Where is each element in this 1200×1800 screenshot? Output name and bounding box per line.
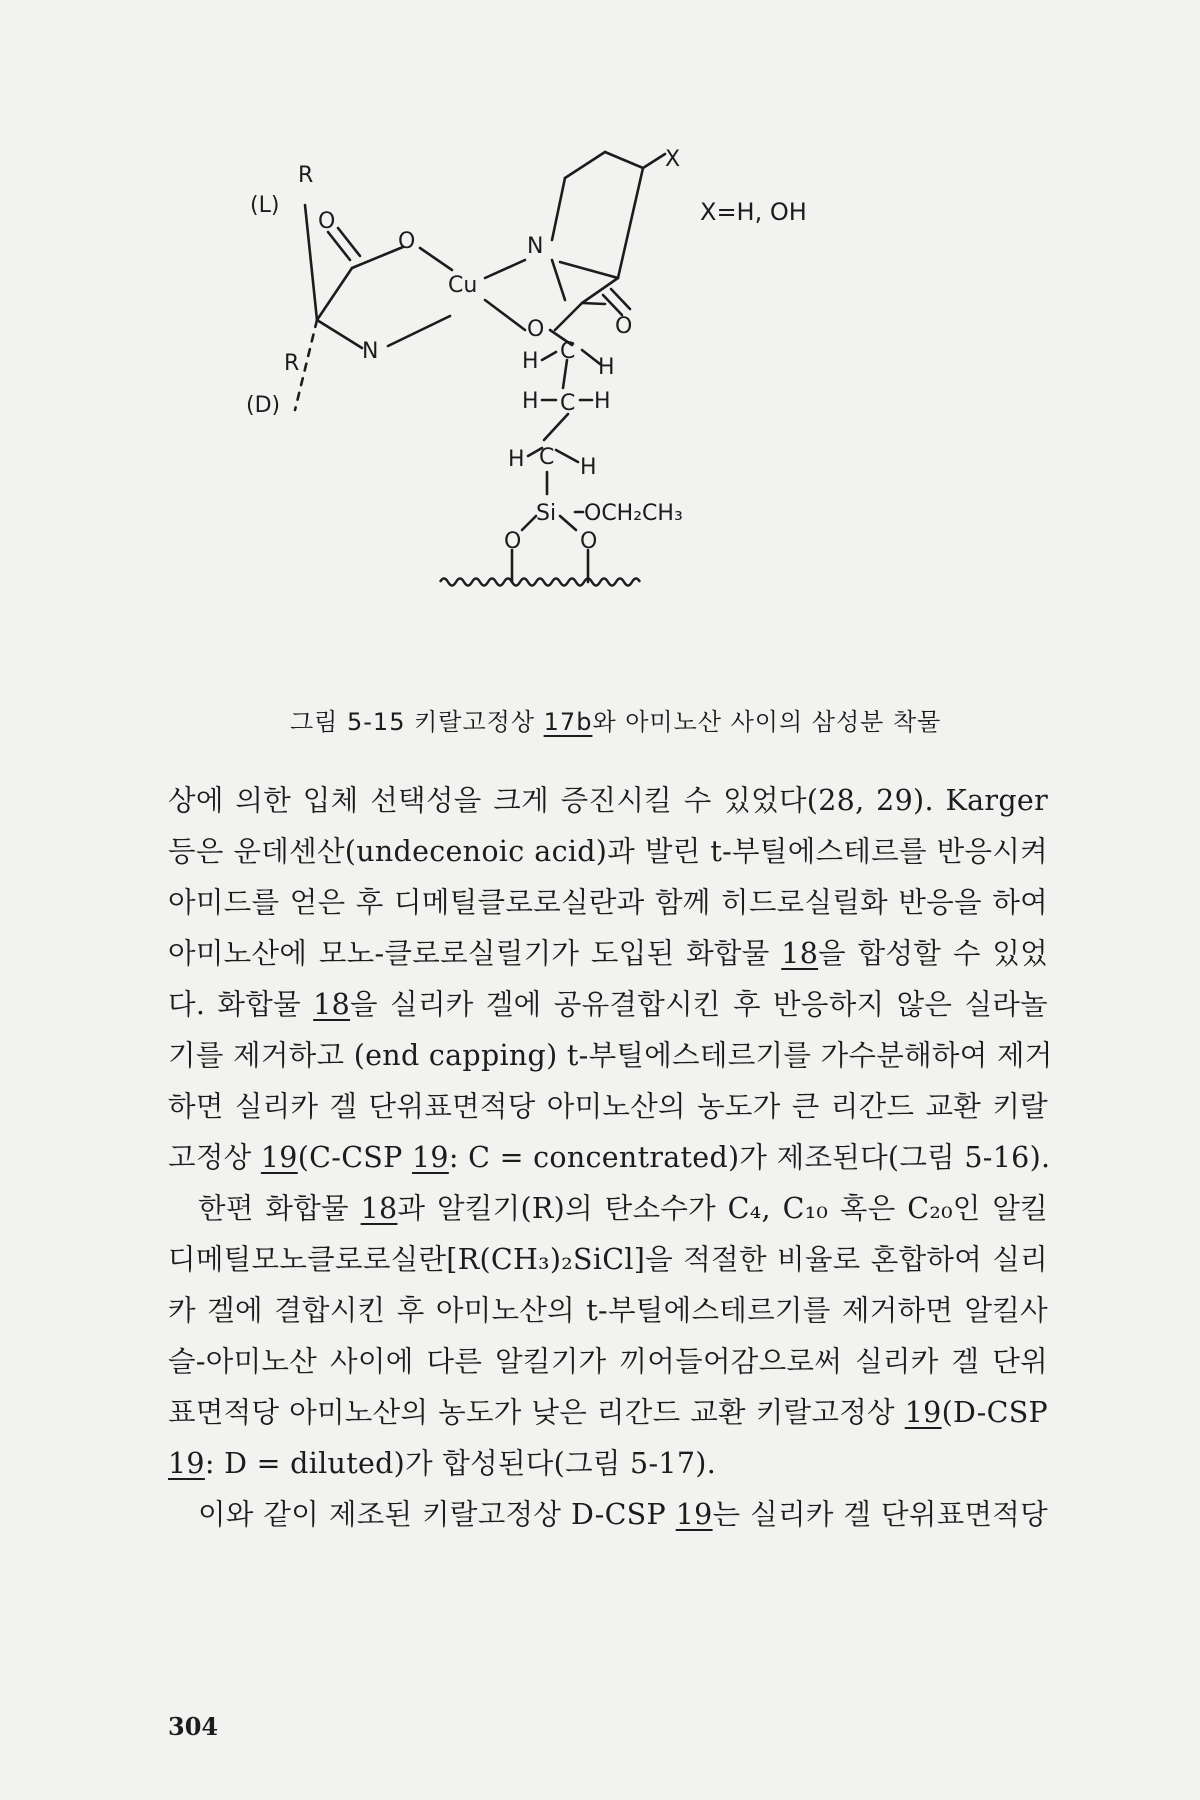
page-number: 304 bbox=[168, 1712, 219, 1741]
label-o-ring: O bbox=[527, 317, 545, 342]
bond-cu-o-ring bbox=[485, 300, 525, 330]
silica-surface-wavy-line bbox=[440, 579, 640, 586]
bond-si-o-left bbox=[522, 516, 536, 530]
caption-suffix: 와 아미노산 사이의 삼성분 착물 bbox=[592, 708, 942, 736]
text-line: 디메틸모노클로로실란[R(CH₃)₂SiCl]을 적절한 비율로 혼합하여 실리 bbox=[168, 1243, 1048, 1276]
bond-ring-4 bbox=[618, 168, 643, 278]
bond-c-carbonyl bbox=[582, 303, 605, 304]
text-line: 슬-아미노산 사이에 다른 알킬기가 끼어들어감으로써 실리카 겔 단위 bbox=[168, 1345, 1048, 1378]
figure-caption bbox=[290, 702, 970, 737]
text-line: 상에 의한 입체 선택성을 크게 증진시킬 수 있었다(28, 29). Karger bbox=[168, 784, 1048, 817]
text-line bbox=[168, 1387, 1048, 1438]
compound-number: 18 bbox=[313, 988, 351, 1021]
text-line: 등은 운데센산(undecenoic acid)과 발린 t-부틸에스테르를 반응시켜 bbox=[168, 835, 1048, 868]
bond-o-c bbox=[555, 303, 582, 330]
bond-n-cu bbox=[388, 316, 450, 346]
label-h1-left: H bbox=[522, 349, 539, 374]
label-h2-left: H bbox=[522, 389, 539, 414]
text-line: 카 겔에 결합시킨 후 아미노산의 t-부틸에스테르기를 제거하면 알킬사 bbox=[168, 1294, 1048, 1327]
compound-number: 19 bbox=[168, 1447, 205, 1480]
bond-n-bridge bbox=[560, 262, 618, 278]
body-text bbox=[168, 775, 1053, 1540]
bond-c1-c2 bbox=[563, 360, 567, 388]
text-run: (D-CSP bbox=[941, 1396, 1048, 1429]
compound-number: 18 bbox=[360, 1192, 398, 1225]
chemical-structure-drawing bbox=[246, 147, 960, 690]
label-o-carbonyl-right: O bbox=[615, 314, 633, 339]
bond-ring-3 bbox=[605, 152, 643, 168]
text-line bbox=[168, 1489, 1048, 1540]
text-line bbox=[168, 1132, 1051, 1183]
bond-o-cu bbox=[420, 248, 452, 270]
compound-number: 19 bbox=[260, 1141, 298, 1174]
label-x: X bbox=[665, 147, 681, 172]
bond-ring-2 bbox=[565, 152, 605, 178]
label-och2ch3: OCH₂CH₃ bbox=[584, 501, 683, 526]
double-bond-co-left-b bbox=[338, 228, 360, 256]
double-bond-co-left-a bbox=[328, 232, 350, 260]
text-line: 기를 제거하고 (end capping) t-부틸에스테르기를 가수분해하여 제거 bbox=[168, 1039, 1053, 1072]
label-h2-right: H bbox=[594, 389, 611, 414]
label-c2: C bbox=[560, 391, 576, 416]
text-run: 는 실리카 겔 단위표면적당 bbox=[712, 1498, 1048, 1531]
label-h1-right: H bbox=[598, 355, 615, 380]
label-o-ester-left: O bbox=[398, 229, 416, 254]
bond-n-down bbox=[552, 260, 565, 300]
label-h3-left: H bbox=[508, 447, 525, 472]
label-o-si-right: O bbox=[580, 529, 598, 554]
text-run: : C = concentrated)가 제조된다(그림 5-16). bbox=[448, 1141, 1051, 1174]
label-o-si-left: O bbox=[504, 529, 522, 554]
compound-number: 19 bbox=[904, 1396, 942, 1429]
bond-ring-1 bbox=[552, 178, 565, 240]
label-n-left: N bbox=[362, 339, 379, 364]
text-run: : D = diluted)가 합성된다(그림 5-17). bbox=[204, 1447, 717, 1480]
bond-c2-c3 bbox=[544, 414, 568, 440]
text-run: 고정상 bbox=[168, 1141, 261, 1174]
text-line: 하면 실리카 겔 단위표면적당 아미노산의 농도가 큰 리간드 교환 키랄 bbox=[168, 1090, 1048, 1123]
bond-r-top bbox=[305, 205, 317, 320]
compound-number: 18 bbox=[781, 937, 819, 970]
bond-alpha-n bbox=[317, 320, 362, 348]
chemical-structure-figure bbox=[246, 147, 960, 690]
label-o-carbonyl-left: O bbox=[318, 209, 336, 234]
caption-compound-number: 17b bbox=[543, 708, 593, 736]
label-d: (D) bbox=[246, 393, 281, 418]
text-line bbox=[168, 928, 1048, 979]
text-line: 아미드를 얻은 후 디메틸클로로실란과 함께 히드로실릴화 반응을 하여 bbox=[168, 886, 1048, 919]
label-r-top: R bbox=[298, 163, 314, 188]
text-run: 표면적당 아미노산의 농도가 낮은 리간드 교환 키랄고정상 bbox=[168, 1396, 905, 1429]
text-line bbox=[168, 1438, 1048, 1489]
text-run: 과 알킬기(R)의 탄소수가 C₄, C₁₀ 혹은 C₂₀인 알킬 bbox=[397, 1192, 1048, 1225]
text-run: 다. 화합물 bbox=[168, 988, 314, 1021]
text-run: 을 실리카 겔에 공유결합시킨 후 반응하지 않은 실라놀 bbox=[350, 988, 1048, 1021]
compound-number: 19 bbox=[411, 1141, 449, 1174]
text-run: 이와 같이 제조된 키랄고정상 D-CSP bbox=[198, 1498, 676, 1531]
label-cu: Cu bbox=[448, 273, 478, 298]
text-run: (C-CSP bbox=[297, 1141, 412, 1174]
bond-si-o-right bbox=[560, 516, 576, 530]
label-c3: C bbox=[539, 445, 555, 470]
text-line bbox=[168, 1183, 1048, 1234]
bond-to-x bbox=[643, 154, 665, 168]
bond-h1-left bbox=[542, 352, 556, 360]
label-c1: C bbox=[560, 339, 576, 364]
compound-number: 19 bbox=[675, 1498, 713, 1531]
bond-alpha-carbonyl bbox=[317, 268, 352, 320]
label-l: (L) bbox=[250, 193, 280, 218]
bond-cu-n-right bbox=[485, 260, 525, 278]
text-run: 한편 화합물 bbox=[198, 1192, 361, 1225]
bond-h3-right bbox=[556, 450, 578, 462]
x-definition: X=H, OH bbox=[700, 198, 807, 226]
caption-prefix: 그림 5-15 키랄고정상 bbox=[290, 708, 544, 736]
label-h3-right: H bbox=[580, 455, 597, 480]
label-n-right: N bbox=[527, 234, 544, 259]
text-line bbox=[168, 979, 1048, 1030]
bond-c-o-ester bbox=[352, 247, 403, 268]
label-r-bottom: R bbox=[284, 351, 300, 376]
text-run: 아미노산에 모노-클로로실릴기가 도입된 화합물 bbox=[168, 937, 782, 970]
label-si: Si bbox=[536, 501, 557, 526]
text-run: 을 합성할 수 있었 bbox=[818, 937, 1048, 970]
